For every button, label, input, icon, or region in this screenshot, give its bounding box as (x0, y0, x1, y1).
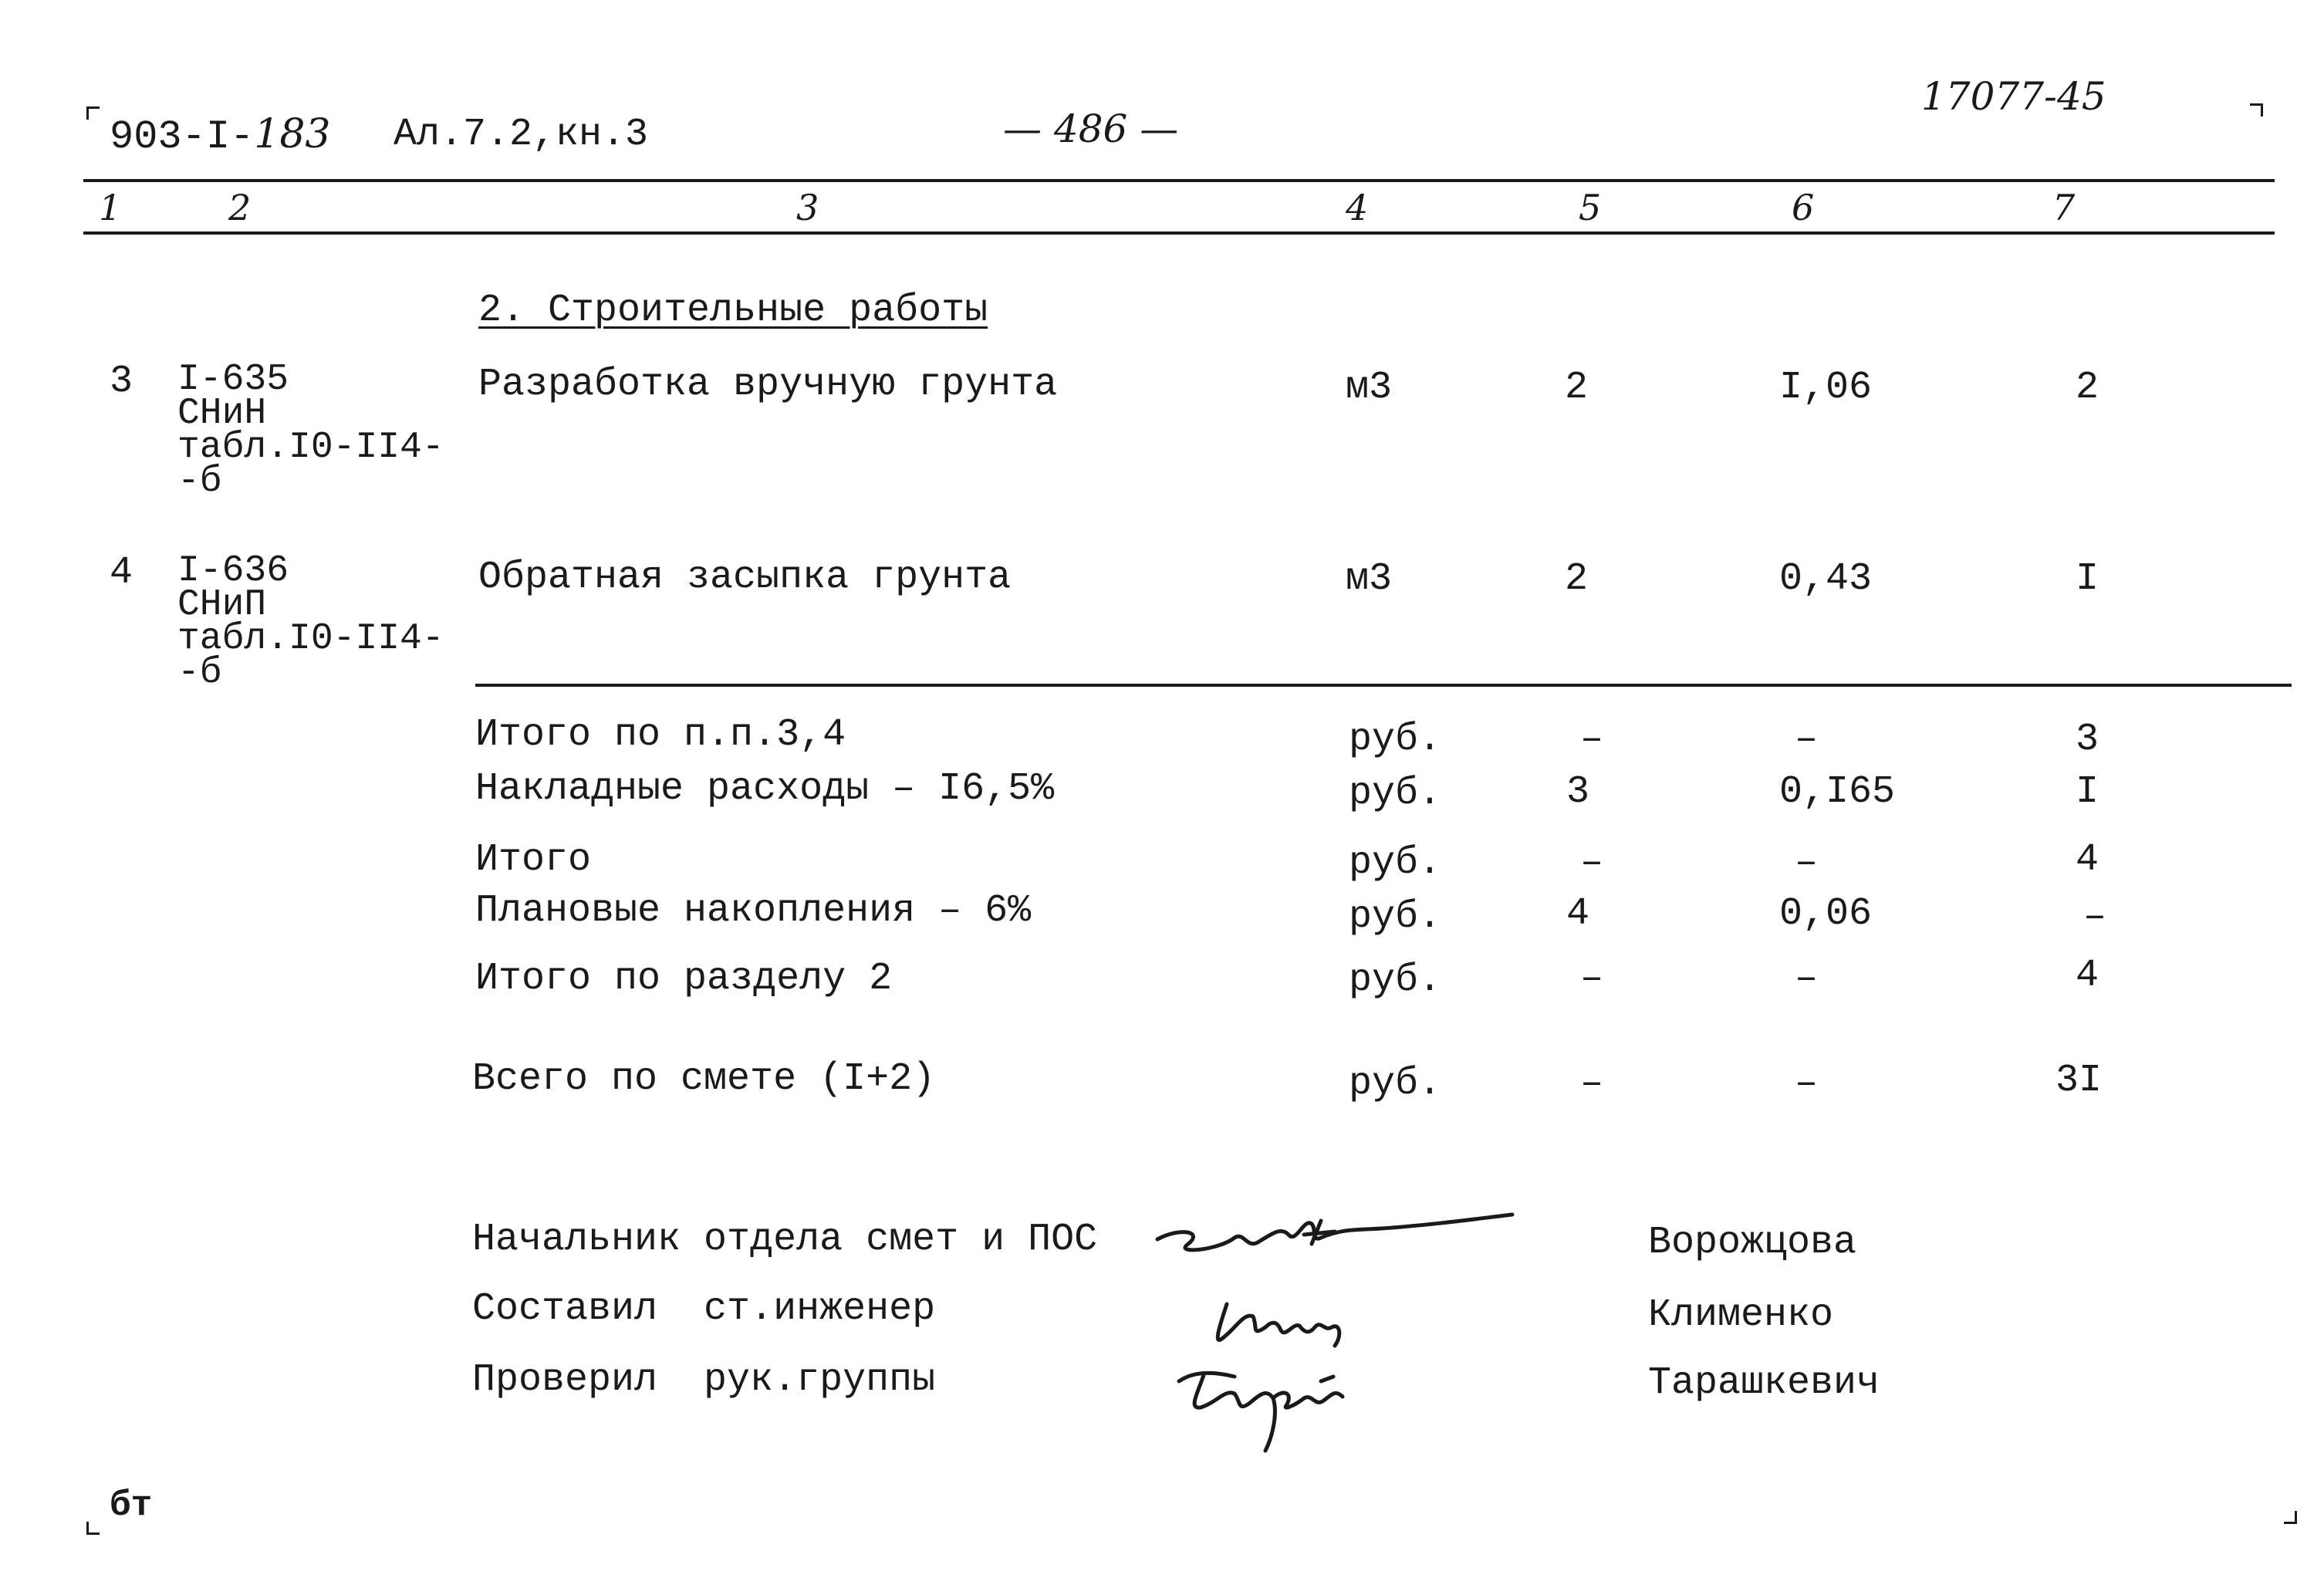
column-number-6: 6 (1792, 187, 1815, 228)
total-3-name: Итого (475, 838, 592, 882)
total-5-name: Итого по разделу 2 (475, 957, 893, 1001)
row-3-name: Разработка вручную грунта (478, 363, 1058, 407)
total-5-unit: руб. (1349, 958, 1442, 1002)
total-2-price: 0,I65 (1779, 770, 1896, 814)
total-2-qty: 3 (1566, 770, 1590, 814)
grand-total-qty: – (1580, 1062, 1604, 1106)
total-4-total: – (2083, 895, 2107, 939)
total-5-qty: – (1580, 957, 1604, 1001)
grand-total-name: Всего по смете (I+2) (472, 1057, 936, 1101)
total-1-name: Итого по п.п.3,4 (475, 713, 846, 757)
project-code: 903-I-183 (110, 111, 331, 160)
section-title: 2. Строительные работы (478, 289, 988, 333)
total-5-total: 4 (2076, 954, 2099, 998)
column-number-4: 4 (1346, 187, 1369, 228)
total-2-name: Накладные расходы – I6,5% (475, 767, 1055, 811)
total-3-total: 4 (2076, 838, 2099, 882)
row-3-code: I-635 СНиН табл.I0-II4- -б (177, 359, 444, 502)
footer-mark: бт (110, 1485, 153, 1526)
column-number-1: 1 (99, 187, 122, 228)
row-4-name: Обратная засыпка грунта (478, 556, 1012, 600)
row-4-price: 0,43 (1779, 557, 1873, 601)
total-5-price: – (1795, 957, 1819, 1001)
total-4-name: Плановые накопления – 6% (475, 889, 1032, 933)
total-1-total: 3 (2076, 718, 2099, 762)
column-number-2: 2 (228, 187, 252, 228)
column-number-7: 7 (2052, 187, 2076, 228)
total-1-price: – (1795, 718, 1819, 762)
total-2-unit: руб. (1349, 772, 1442, 816)
total-4-unit: руб. (1349, 895, 1442, 939)
column-number-5: 5 (1579, 187, 1602, 228)
grand-total-price: – (1795, 1062, 1819, 1106)
total-4-qty: 4 (1566, 892, 1590, 936)
grand-total-unit: руб. (1349, 1062, 1442, 1106)
row-4-qty: 2 (1565, 557, 1589, 601)
row-4-number: 4 (110, 551, 133, 595)
total-3-unit: руб. (1349, 841, 1442, 885)
signature-1-name: Ворожцова (1648, 1221, 1857, 1265)
row-4-unit: м3 (1346, 557, 1393, 601)
signature-3-position: Проверил рук.группы (472, 1358, 936, 1402)
project-code-handwritten: 183 (254, 111, 331, 157)
column-number-3: 3 (796, 187, 819, 228)
total-3-qty: – (1580, 841, 1604, 885)
signature-2-name: Клименко (1648, 1293, 1834, 1337)
grand-total-total: 3I (2055, 1059, 2103, 1103)
total-3-price: – (1795, 841, 1819, 885)
row-3-number: 3 (110, 360, 133, 404)
row-3-qty: 2 (1565, 366, 1589, 410)
signature-2-position: Составил ст.инженер (472, 1287, 936, 1331)
total-1-unit: руб. (1349, 718, 1442, 762)
inventory-number: 17077-45 (1921, 74, 2106, 119)
row-4-code: I-636 СНиП табл.I0-II4- -б (177, 550, 444, 694)
album-reference: Ал.7.2,кн.3 (394, 113, 649, 157)
row-4-total: I (2076, 557, 2099, 601)
total-2-total: I (2076, 770, 2099, 814)
signature-1-position: Начальник отдела смет и ПОС (472, 1218, 1098, 1262)
signature-3-scribble (1179, 1373, 1343, 1451)
row-3-price: I,06 (1779, 366, 1873, 410)
total-4-price: 0,06 (1779, 892, 1873, 936)
signature-3-name: Тарашкевич (1648, 1361, 1880, 1405)
row-3-total: 2 (2076, 366, 2099, 410)
page-number: — 486 — (1003, 106, 1179, 151)
total-1-qty: – (1580, 718, 1604, 762)
signature-2-scribble (1218, 1304, 1339, 1346)
row-3-unit: м3 (1346, 366, 1393, 410)
